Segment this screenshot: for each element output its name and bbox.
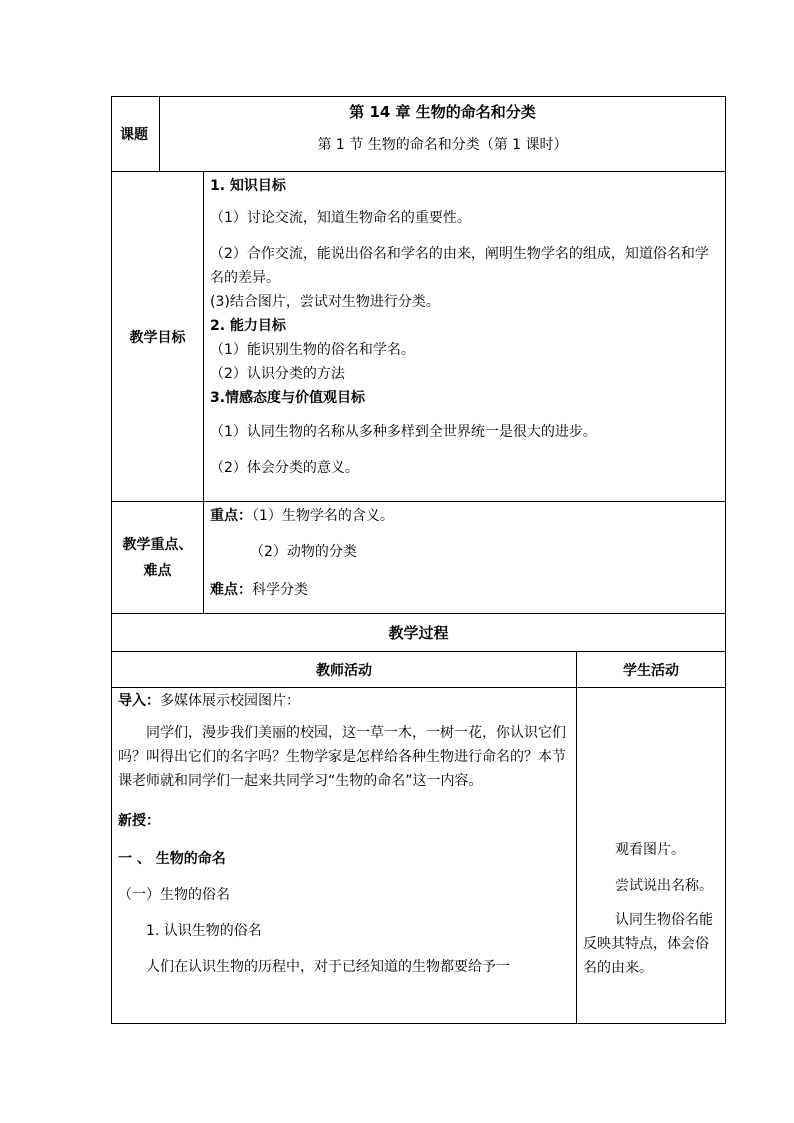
focus-label-line1: 教学重点、 (122, 536, 193, 553)
knowledge-heading: 1. 知识目标 (210, 178, 286, 194)
difficulty-label: 难点： (210, 582, 252, 598)
process-heading: 教学过程 (388, 624, 449, 642)
student-activity-cell (577, 688, 726, 1024)
subsection-common-name: （一）生物的俗名 (118, 887, 230, 903)
section-title: 第 1 节 生物的命名和分类（第 1 课时） (317, 137, 568, 153)
student-activity-1: 观看图片。 (615, 842, 685, 858)
focus-label-cell (112, 502, 204, 614)
teacher-activity-label: 教师活动 (316, 662, 372, 679)
title-row (112, 97, 726, 172)
ability-objective-1: （1）能识别生物的俗名和学名。 (210, 342, 415, 358)
focus-label-line2: 难点 (143, 562, 172, 579)
common-name-paragraph: 人们在认识生物的历程中，对于已经知道的生物都要给予一 (146, 959, 510, 975)
objectives-row (112, 172, 726, 502)
topic-label: 课题 (120, 127, 148, 143)
objectives-content-cell (204, 172, 726, 502)
item-know-common-name: 1. 认识生物的俗名 (146, 923, 262, 939)
student-activity-3: 认同生物俗名能反映其特点，体会俗名的由来。 (583, 912, 713, 976)
new-lesson-label: 新授： (118, 813, 160, 829)
emotion-objective-1: （1）认同生物的名称从多种多样到全世界统一是很大的进步。 (210, 424, 597, 440)
teacher-activity-cell (112, 688, 577, 1024)
difficulty-text: 科学分类 (252, 582, 308, 598)
topic-label-cell (112, 97, 160, 172)
key-point-line (210, 506, 719, 526)
process-columns-row (112, 652, 726, 688)
student-activity-2: 尝试说出名称。 (615, 878, 713, 894)
process-heading-row (112, 614, 726, 652)
ability-heading: 2. 能力目标 (210, 318, 286, 334)
key-point-label: 重点： (210, 508, 252, 524)
student-activity-header (577, 652, 726, 688)
chapter-title: 第 14 章 生物的命名和分类 (349, 103, 536, 121)
intro-line (118, 691, 570, 711)
ability-objective-2: （2）认识分类的方法 (210, 366, 345, 382)
difficulty-line (210, 580, 719, 600)
process-content-row (112, 688, 726, 1024)
knowledge-objective-3: (3)结合图片，尝试对生物进行分类。 (210, 294, 440, 310)
emotion-heading: 3.情感态度与价值观目标 (210, 390, 366, 406)
student-activity-label: 学生活动 (623, 662, 679, 679)
objectives-label: 教学目标 (129, 329, 186, 346)
teacher-activity-header (112, 652, 577, 688)
intro-paragraph: 同学们，漫步我们美丽的校园，这一草一木，一树一花，你认识它们吗？叫得出它们的名字吗？生物学家是怎样给各种生物进行命名的？本节课老师就和同学们一起来共同学习“生物的命名”这一内容。 (118, 725, 566, 789)
key-point-2: （2）动物的分类 (250, 544, 357, 560)
focus-content-cell (204, 502, 726, 614)
lesson-plan-table (111, 96, 726, 1024)
knowledge-objective-2: （2）合作交流，能说出俗名和学名的由来，阐明生物学名的组成，知道俗名和学名的差异。 (210, 246, 709, 286)
process-heading-cell (112, 614, 726, 652)
emotion-objective-2: （2）体会分类的意义。 (210, 460, 359, 476)
topic-title-cell (160, 97, 726, 172)
focus-row (112, 502, 726, 614)
section-heading-naming: 一 、 生物的命名 (118, 851, 226, 867)
objectives-label-cell (112, 172, 204, 502)
intro-text: 多媒体展示校园图片： (160, 693, 300, 709)
key-point-1: （1）生物学名的含义。 (252, 508, 394, 524)
intro-label: 导入： (118, 693, 160, 709)
knowledge-objective-1: （1）讨论交流，知道生物命名的重要性。 (210, 210, 471, 226)
